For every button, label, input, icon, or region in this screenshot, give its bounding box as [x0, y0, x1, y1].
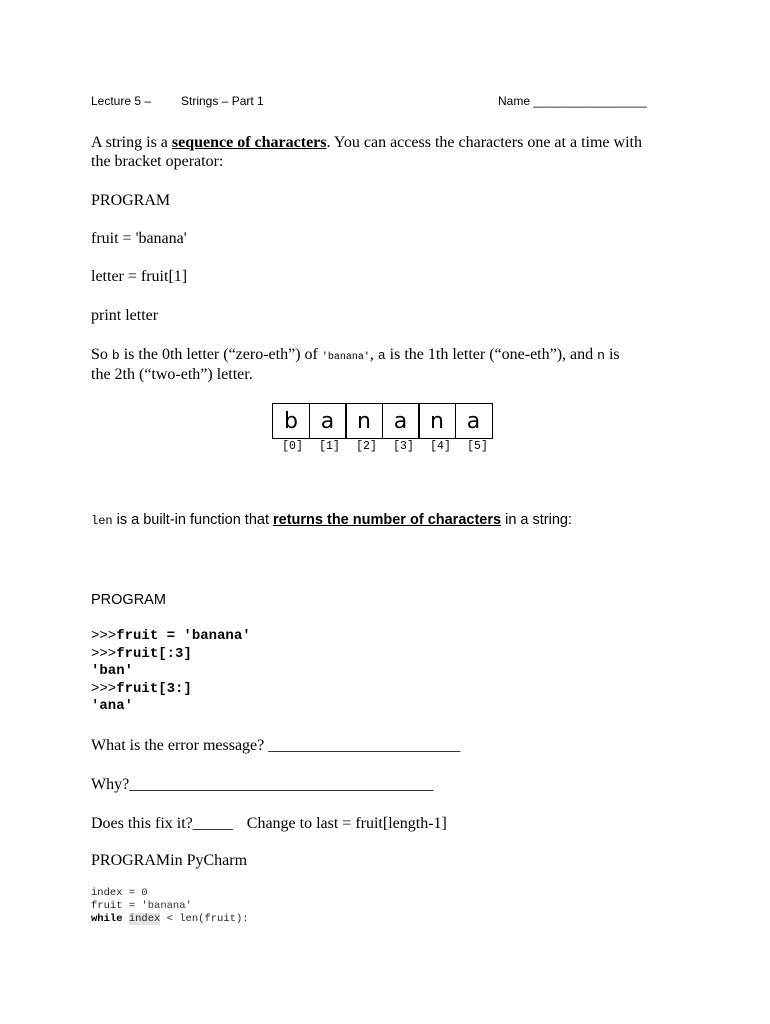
program2-code — [91, 628, 251, 716]
question-error-message: What is the error message? ________________________ — [91, 737, 461, 754]
lecture-number: Lecture 5 – — [91, 94, 152, 108]
char-box: a — [382, 403, 420, 439]
code-text: 'ban' — [91, 663, 134, 679]
index-label: [4] — [430, 440, 451, 453]
index-explanation — [91, 345, 620, 367]
string-index-diagram — [272, 403, 493, 439]
code-line — [91, 628, 251, 646]
program1-label: PROGRAM — [91, 192, 171, 209]
code-prompt: >>> — [91, 645, 117, 662]
intro-paragraph — [91, 133, 642, 152]
explain-text-2: is the 0th letter (“zero-eth”) of — [119, 346, 322, 363]
question-fix-a: Does this fix it?_____ — [91, 815, 233, 832]
intro-line-2: the bracket operator: — [91, 153, 224, 170]
index-label: [2] — [356, 440, 377, 453]
code-number: 0 — [141, 887, 148, 899]
lecture-title: Strings – Part 1 — [181, 94, 264, 108]
explain-text-5: is — [604, 346, 620, 363]
program1-line-1: fruit = 'banana' — [91, 230, 187, 247]
program1-line-2: letter = fruit[1] — [91, 268, 188, 285]
explain-text-3: , — [369, 346, 378, 363]
code-text: index = — [91, 887, 142, 899]
code-text: 'ana' — [91, 698, 134, 714]
char-box: b — [272, 403, 310, 439]
char-box: a — [309, 403, 347, 439]
code-string: 'banana' — [141, 900, 192, 912]
code-highlight: index — [128, 913, 161, 925]
index-label: [3] — [393, 440, 414, 453]
code-line — [91, 900, 249, 913]
intro-emphasis: sequence of characters — [171, 134, 327, 151]
code-line — [91, 646, 251, 664]
program1-line-3: print letter — [91, 307, 159, 324]
index-label: [1] — [319, 440, 340, 453]
code-line — [91, 698, 251, 716]
index-labels — [274, 440, 496, 453]
pycharm-code — [91, 887, 249, 926]
question-fix — [91, 814, 447, 833]
index-label: [5] — [467, 440, 488, 453]
len-emphasis: returns the number of characters — [273, 512, 502, 528]
intro-text-pre: A string is a — [91, 134, 172, 151]
code-text: fruit[3:] — [116, 680, 192, 697]
char-box: a — [455, 403, 493, 439]
question-why: Why?______________________________________ — [91, 776, 434, 793]
explain-text-1: So — [91, 346, 112, 363]
explain-code-b: b — [111, 348, 120, 363]
intro-text-post: . You can access the characters one at a time with — [326, 134, 642, 151]
explain-code-banana: 'banana' — [321, 352, 370, 363]
code-line — [91, 887, 249, 900]
code-text: fruit = 'banana' — [116, 628, 251, 644]
code-text: < len(fruit): — [160, 913, 249, 925]
explain-text-4: is the 1th letter (“one-eth”), and — [385, 346, 598, 363]
len-code: len — [91, 514, 113, 528]
explain-code-n: n — [597, 348, 605, 363]
explain-line-2: the 2th (“two-eth”) letter. — [91, 366, 253, 383]
explain-code-a: a — [377, 348, 386, 363]
question-fix-b: Change to last = fruit[length-1] — [246, 815, 447, 832]
len-description — [91, 512, 572, 528]
code-text: fruit = — [91, 900, 142, 912]
name-field-label: Name _________________ — [498, 94, 647, 108]
code-prompt: >>> — [91, 680, 117, 697]
len-text-1: is a built-in function that — [112, 512, 274, 528]
char-box: n — [418, 403, 456, 439]
code-text: fruit[:3] — [116, 645, 192, 662]
program2-label: PROGRAM — [91, 592, 166, 608]
code-line — [91, 663, 251, 681]
code-prompt: >>> — [91, 628, 117, 644]
code-line — [91, 913, 249, 926]
code-line — [91, 681, 251, 699]
char-box: n — [345, 403, 383, 439]
index-label: [0] — [282, 440, 303, 453]
len-text-2: in a string: — [501, 512, 572, 528]
program3-label: PROGRAMin PyCharm — [91, 852, 248, 869]
code-keyword: while — [91, 913, 123, 925]
